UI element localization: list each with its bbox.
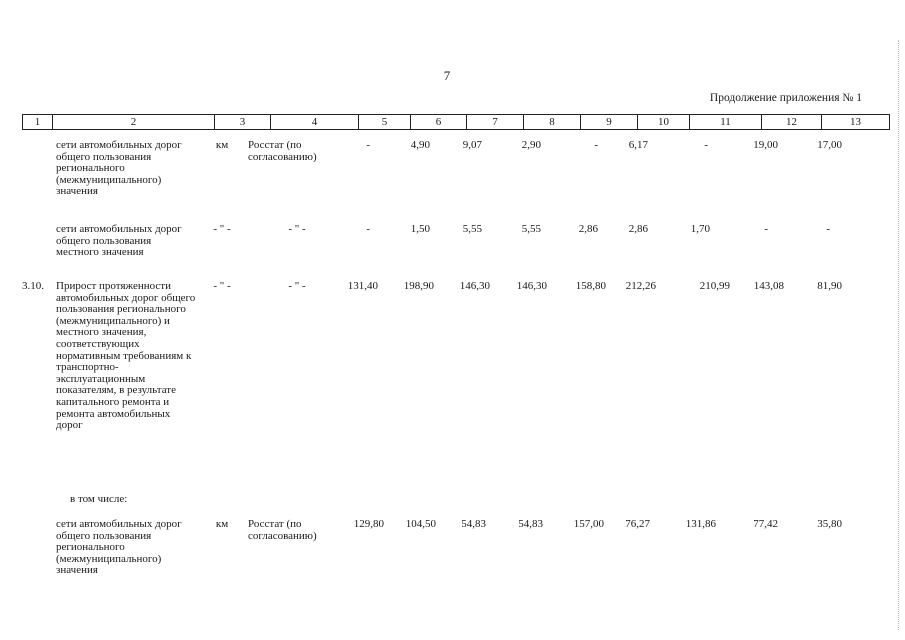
value-col8: 2,90: [521, 139, 541, 151]
value-col13: 81,90: [817, 280, 842, 292]
value-col6: 104,50: [405, 518, 436, 530]
column-header: 11: [690, 115, 762, 130]
data-source: Росстат (по согласованию): [248, 139, 317, 163]
column-header: 10: [638, 115, 690, 130]
value-col9: 2,86: [578, 223, 598, 235]
data-source: - " -: [288, 280, 306, 292]
value-col10: 6,17: [628, 139, 648, 151]
value-col11: 131,86: [685, 518, 716, 530]
value-col10: 76,27: [625, 518, 650, 530]
value-col10: 2,86: [628, 223, 648, 235]
column-header: 12: [762, 115, 822, 130]
value-col13: 17,00: [817, 139, 842, 151]
page-edge-divider: [898, 40, 900, 630]
value-col12: 143,08: [753, 280, 784, 292]
value-col5: -: [366, 139, 370, 151]
column-header: 8: [524, 115, 581, 130]
column-header: 3: [215, 115, 271, 130]
value-col11: 1,70: [690, 223, 710, 235]
value-col12: 77,42: [753, 518, 778, 530]
value-col13: -: [826, 223, 830, 235]
value-col11: -: [704, 139, 708, 151]
data-source: Росстат (по согласованию): [248, 518, 317, 542]
column-header: 9: [581, 115, 638, 130]
value-col7: 146,30: [459, 280, 490, 292]
column-header: 5: [359, 115, 411, 130]
column-header: 1: [23, 115, 53, 130]
unit: км: [215, 139, 229, 151]
value-col5: 131,40: [347, 280, 378, 292]
column-header: 6: [411, 115, 467, 130]
value-col5: 129,80: [353, 518, 384, 530]
continuation-title: Продолжение приложения № 1: [709, 92, 862, 104]
page-number: 7: [443, 68, 451, 83]
column-header: 7: [467, 115, 524, 130]
row-number: 3.10.: [22, 280, 44, 292]
unit: км: [215, 518, 229, 530]
column-header: 4: [271, 115, 359, 130]
indicator-name: сети автомобильных дорог общего пользования регионального (межмуниципального) значения: [56, 518, 182, 577]
value-col8: 5,55: [521, 223, 541, 235]
value-col6: 198,90: [403, 280, 434, 292]
column-header: 2: [53, 115, 215, 130]
value-col6: 1,50: [410, 223, 430, 235]
column-header: 13: [822, 115, 890, 130]
value-col8: 54,83: [518, 518, 543, 530]
value-col9: 158,80: [575, 280, 606, 292]
value-col7: 5,55: [462, 223, 482, 235]
value-col7: 9,07: [462, 139, 482, 151]
value-col12: 19,00: [753, 139, 778, 151]
indicator-name: Прирост протяженности автомобильных дорог общего пользования регионального (межмуниципального) и местного значения, соответствующих нормативным требованиям к транспортно-эксплуатационным показателям, в результате капитального ремонта и ремонта автомобильных дорог: [56, 280, 196, 432]
value-col5: -: [366, 223, 370, 235]
value-col13: 35,80: [817, 518, 842, 530]
value-col9: -: [594, 139, 598, 151]
data-source: - " -: [288, 223, 306, 235]
value-col7: 54,83: [461, 518, 486, 530]
value-col8: 146,30: [516, 280, 547, 292]
subgroup-caption: в том числе:: [70, 493, 128, 505]
value-col6: 4,90: [410, 139, 430, 151]
value-col9: 157,00: [573, 518, 604, 530]
indicator-name: сети автомобильных дорог общего пользования регионального (межмуниципального) значения: [56, 139, 182, 198]
value-col10: 212,26: [625, 280, 656, 292]
value-col12: -: [764, 223, 768, 235]
column-number-header: [22, 114, 890, 130]
indicator-name: сети автомобильных дорог общего пользования местного значения: [56, 223, 182, 259]
value-col11: 210,99: [699, 280, 730, 292]
unit: - " -: [213, 223, 231, 235]
unit: - " -: [213, 280, 231, 292]
